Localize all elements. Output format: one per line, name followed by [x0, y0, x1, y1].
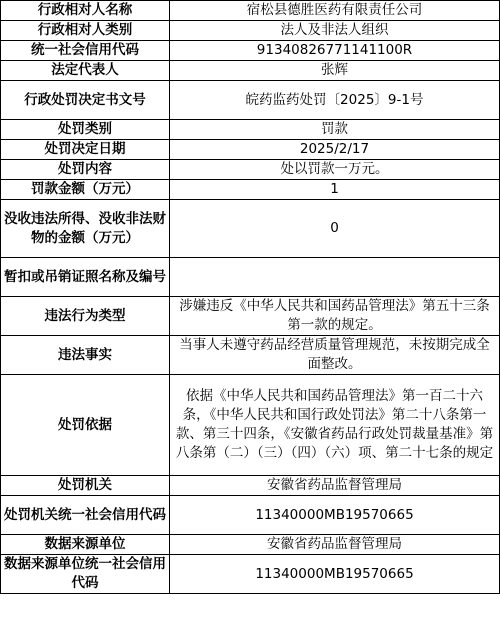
value-license-revoked — [170, 258, 500, 297]
label-violation-facts: 违法事实 — [1, 336, 170, 375]
value-counterparty-name: 宿松县德胜医药有限责任公司 — [170, 1, 500, 21]
value-decision-number: 皖药监药处罚〔2025〕9-1号 — [170, 81, 500, 120]
value-penalty-authority: 安徽省药品监督管理局 — [170, 476, 500, 496]
row-violation-facts — [1, 336, 500, 375]
value-penalty-content: 处以罚款一万元。 — [170, 160, 500, 180]
row-credit-code — [1, 41, 500, 61]
label-source-credit-code: 数据来源单位统一社会信用代码 — [1, 555, 170, 594]
row-penalty-content — [1, 160, 500, 180]
label-penalty-authority: 处罚机关 — [1, 476, 170, 496]
row-penalty-basis — [1, 375, 500, 476]
row-violation-type — [1, 297, 500, 336]
value-confiscation-amount: 0 — [170, 200, 500, 258]
row-counterparty-type — [1, 21, 500, 41]
row-license-revoked — [1, 258, 500, 297]
row-fine-amount — [1, 180, 500, 200]
label-violation-type: 违法行为类型 — [1, 297, 170, 336]
value-credit-code: 91340826771141100R — [170, 41, 500, 61]
value-penalty-basis: 依据《中华人民共和国药品管理法》第一百二十六条，《中华人民共和国行政处罚法》第二十八条第一款、第三十四条，《安徽省药品行政处罚裁量基准》第八条第（二）（三）（四）（六）项、第二十七条的规定 — [170, 375, 500, 476]
label-license-revoked: 暂扣或吊销证照名称及编号 — [1, 258, 170, 297]
value-decision-date: 2025/2/17 — [170, 140, 500, 160]
row-decision-date — [1, 140, 500, 160]
label-authority-credit-code: 处罚机关统一社会信用代码 — [1, 496, 170, 535]
value-counterparty-type: 法人及非法人组织 — [170, 21, 500, 41]
label-confiscation-amount: 没收违法所得、没收非法财物的金额（万元） — [1, 200, 170, 258]
label-penalty-content: 处罚内容 — [1, 160, 170, 180]
label-counterparty-type: 行政相对人类别 — [1, 21, 170, 41]
row-authority-credit-code — [1, 496, 500, 535]
label-data-source: 数据来源单位 — [1, 535, 170, 555]
value-authority-credit-code: 11340000MB19570665 — [170, 496, 500, 535]
value-violation-facts: 当事人未遵守药品经营质量管理规范，未按期完成全面整改。 — [170, 336, 500, 375]
value-violation-type: 涉嫌违反《中华人民共和国药品管理法》第五十三条第一款的规定。 — [170, 297, 500, 336]
label-legal-rep: 法定代表人 — [1, 61, 170, 81]
value-source-credit-code: 11340000MB19570665 — [170, 555, 500, 594]
row-penalty-category — [1, 120, 500, 140]
label-decision-date: 处罚决定日期 — [1, 140, 170, 160]
row-legal-rep — [1, 61, 500, 81]
label-penalty-basis: 处罚依据 — [1, 375, 170, 476]
value-data-source: 安徽省药品监督管理局 — [170, 535, 500, 555]
value-penalty-category: 罚款 — [170, 120, 500, 140]
value-legal-rep: 张辉 — [170, 61, 500, 81]
label-counterparty-name: 行政相对人名称 — [1, 1, 170, 21]
row-penalty-authority — [1, 476, 500, 496]
label-credit-code: 统一社会信用代码 — [1, 41, 170, 61]
label-decision-number: 行政处罚决定书文号 — [1, 81, 170, 120]
label-penalty-category: 处罚类别 — [1, 120, 170, 140]
label-fine-amount: 罚款金额（万元） — [1, 180, 170, 200]
row-data-source — [1, 535, 500, 555]
row-decision-number — [1, 81, 500, 120]
value-fine-amount: 1 — [170, 180, 500, 200]
row-source-credit-code — [1, 555, 500, 594]
row-counterparty-name — [1, 1, 500, 21]
row-confiscation-amount — [1, 200, 500, 258]
